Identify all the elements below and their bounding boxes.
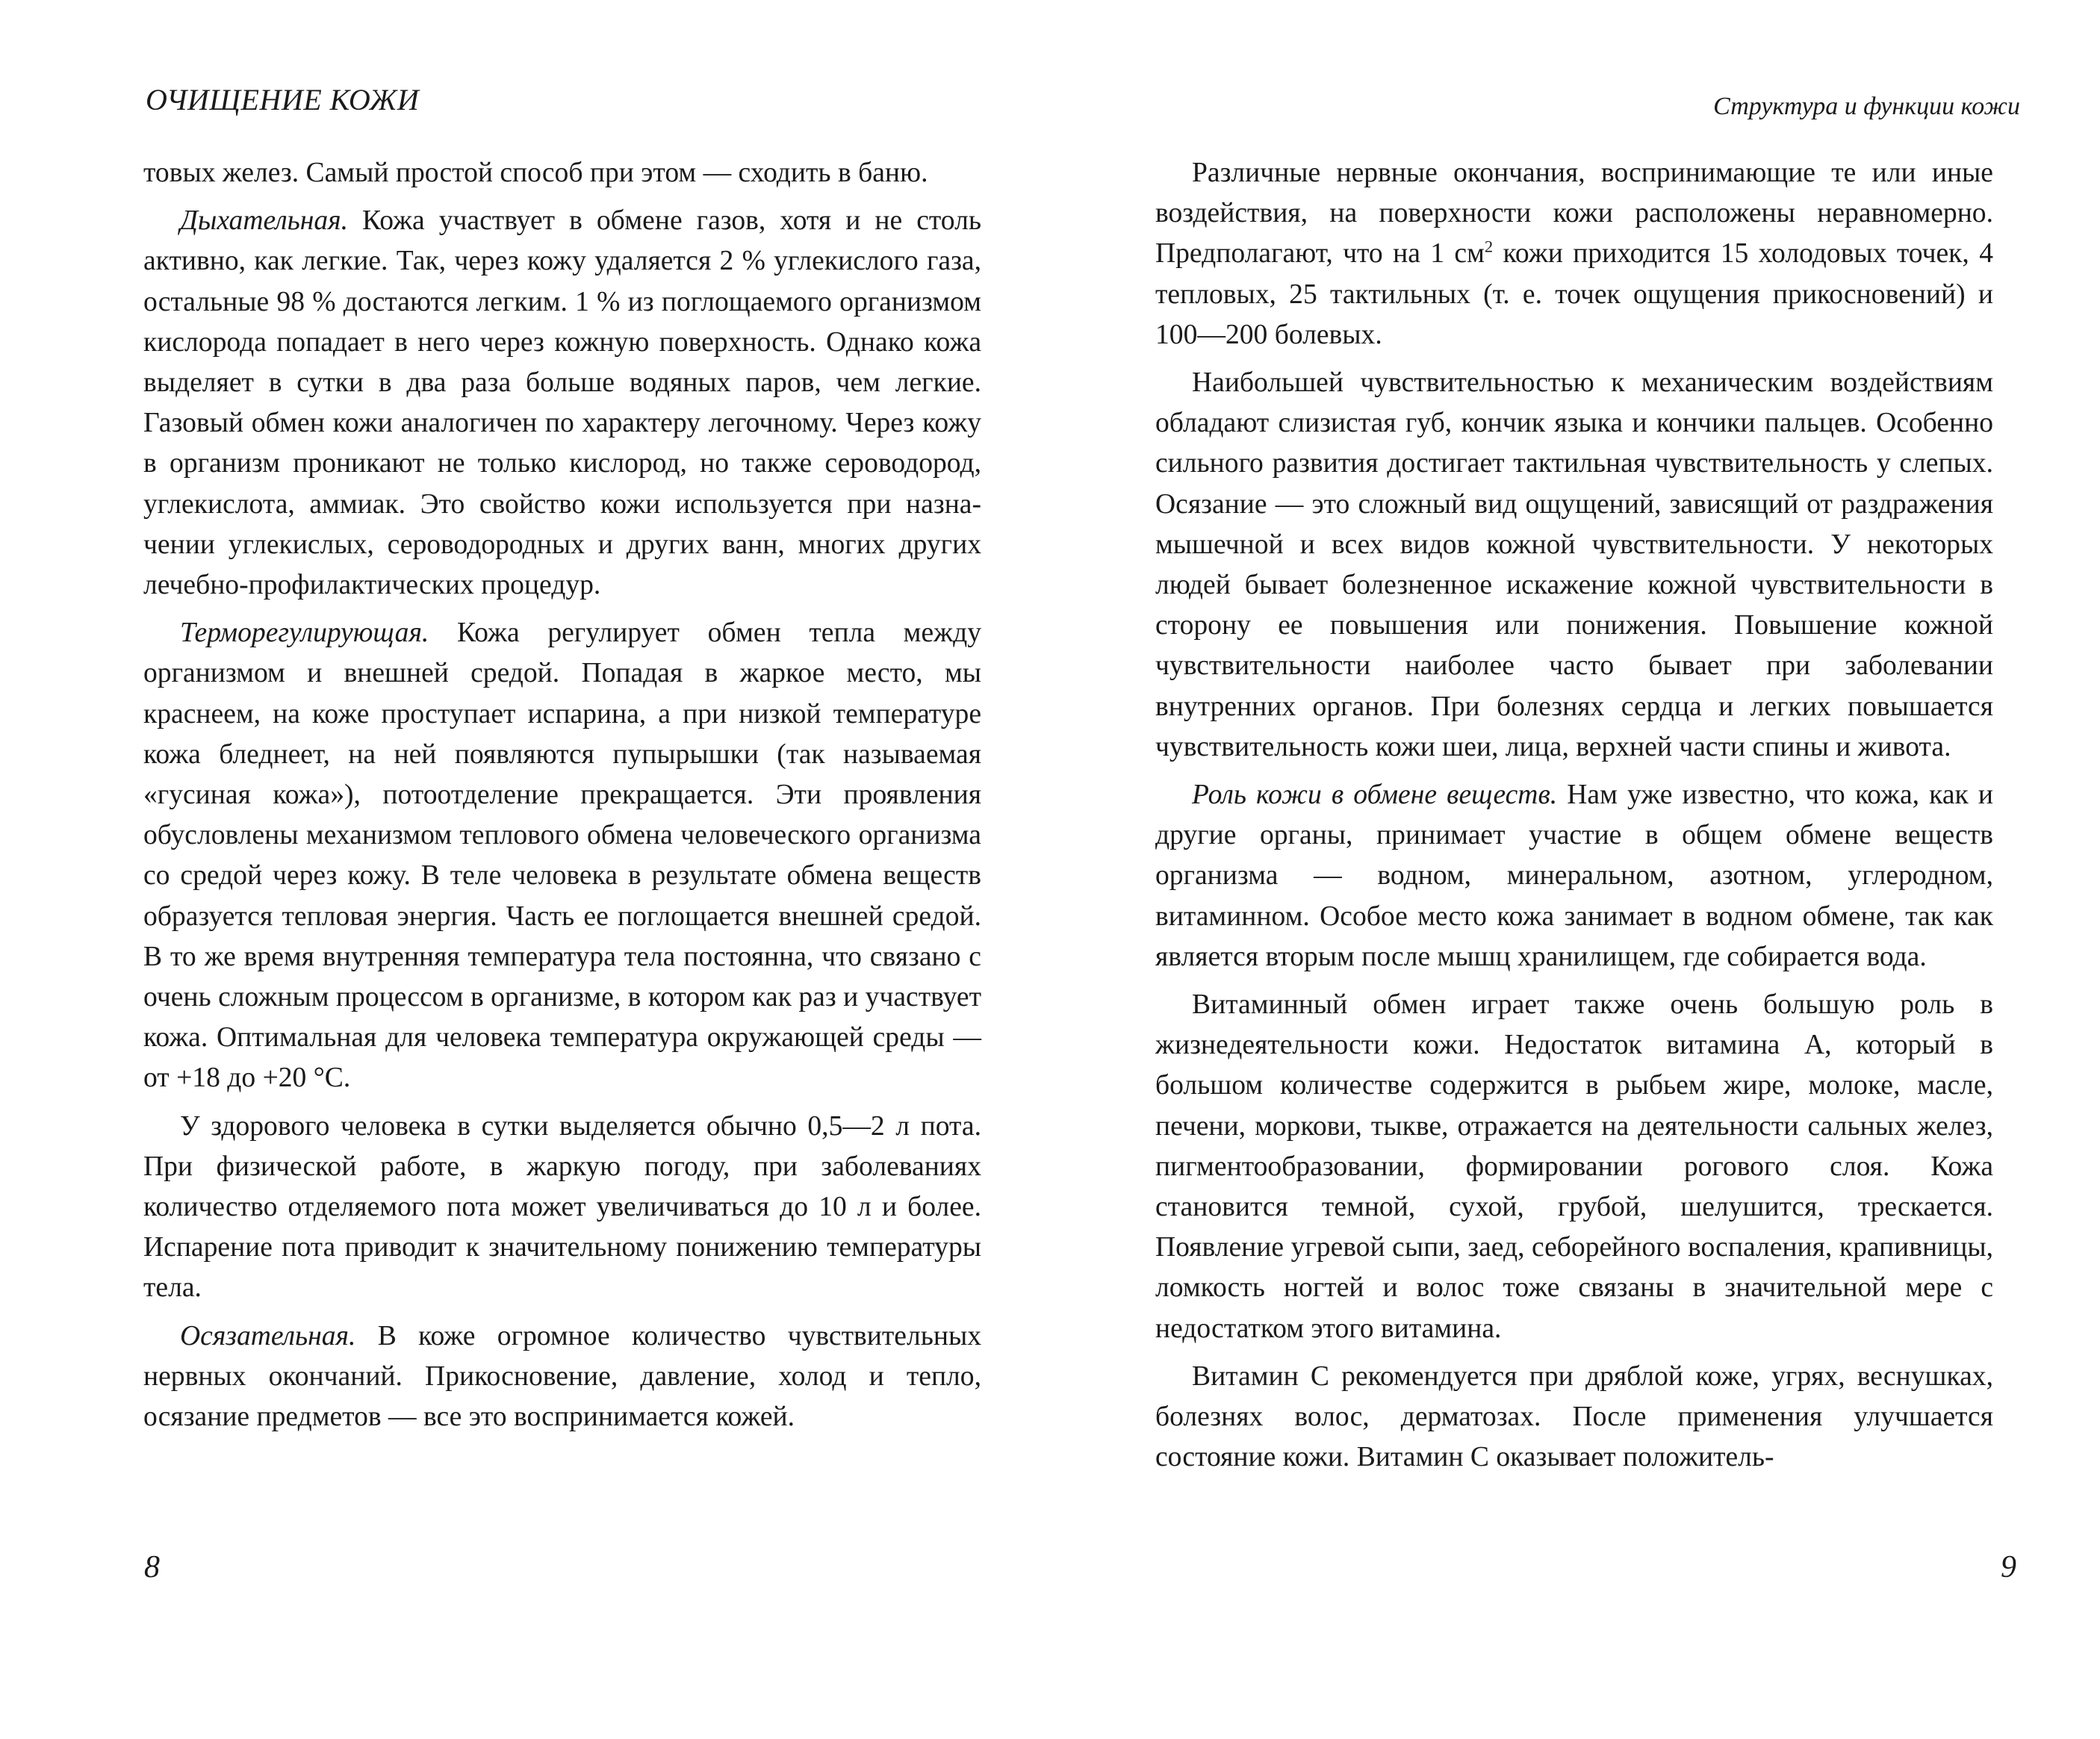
paragraph — [143, 201, 981, 606]
paragraph — [143, 1107, 981, 1309]
paragraph-text: Наибольшей чувствительностью к механическим воздействиям обладают слизистая губ, кончик языка и кончики пальцев. Особенно сильного развития достигает тактильная чувствительность у слепых. Осязание — это сложный вид ощущений, зависящий от раздражения мышечной и всех видов кожной чувствительности. У некоторых людей бывает болезненное искажение кожной чувствительности в сторону ее повышения или понижения. Повышение кожной чувствительности наиболее часто бывает при заболевании внутренних органов. При болезнях сердца и легких повышается чувствительность кожи шеи, лица, верхней части спины и живота. — [1155, 367, 1993, 762]
paragraph-lead: Осязательная. — [180, 1320, 356, 1351]
running-head-right: Структура и функции кожи — [1713, 93, 2020, 120]
paragraph — [1155, 153, 1993, 355]
paragraph-text: Нам уже известно, что кожа, как и другие органы, принимает участие в общем обмене веществ организма — водном, минеральном, азотном, углеродном, витаминном. Особое место кожа занимает в водном обмене, так как является вторым после мышц хранилищем, где собирается вода. — [1155, 780, 1994, 972]
paragraph-lead: Терморегулирующая. — [180, 617, 429, 649]
paragraph-text: Витаминный обмен играет также очень большую роль в жизнедеятельности кожи. Недостаток витамина А, который в большом количестве содержится в рыбьем жире, молоке, масле, печени, моркови, тыкве, отражается на деятельности сальных желез, пигментообразовании, формировании рогового слоя. Кожа становится темной, сухой, грубой, шелушится, трескается. Появление угревой сыпи, заед, себорейного воспаления, крапивницы, ломкость ногтей и волос тоже связаны в значительной мере с недостатком этого витамина. — [1155, 989, 1993, 1344]
paragraph — [143, 153, 981, 193]
right-text-block — [1155, 153, 1993, 1486]
paragraph-lead: Роль кожи в обмене веществ. — [1192, 780, 1558, 811]
superscript: 2 — [1484, 237, 1494, 256]
right-page — [1050, 0, 2100, 1739]
paragraph — [1155, 985, 1993, 1349]
left-text-block — [143, 153, 981, 1445]
paragraph-text: В коже огромное количество чувствительных нервных окончаний. Прикосновение, давление, холод и тепло, осязание предметов — все это воспринимается кожей. — [143, 1320, 981, 1433]
paragraph-text: У здорового человека в сутки выделяется обычно 0,5—2 л пота. При физической работе, в жаркую погоду, при заболеваниях количество отделяемого пота может увеличиваться до 10 л и более. Испарение пота приводит к значительному понижению температуры тела. — [143, 1110, 981, 1304]
paragraph-text: Кожа регулирует обмен тепла между организмом и внешней средой. Попадая в жаркое место, мы краснеем, на коже проступает испарина, а при низкой температуре кожа бледнеет, на ней появляются пупырышки (так называемая «гусиная кожа»), потоотделение прекращается. Эти проявления обусловлены механизмом теплового обмена человеческого организма со средой через кожу. В теле человека в результате обмена веществ образуется тепловая энергия. Часть ее поглощается внешней средой. В то же время внутренняя температура тела постоянна, что связано с очень сложным процессом в организме, в котором как раз и участвует кожа. Оптимальная для человека температура окружающей среды — от +18 до +20 °С. — [143, 617, 981, 1094]
paragraph-lead: Дыхательная. — [180, 205, 348, 237]
page-number-right: 9 — [2001, 1550, 2016, 1584]
paragraph-text: кожи приходится 15 холодовых точек, 4 тепловых, 25 тактильных (т. е. точек ощущения прикосновений) и 100—200 болевых. — [1155, 238, 1993, 350]
paragraph — [143, 1316, 981, 1438]
page-number-left: 8 — [144, 1550, 160, 1584]
paragraph-text: Витамин С рекомендуется при дряблой коже, угрях, веснушках, болезнях волос, дерматозах. После применения улучшается состояние кожи. Витамин С оказывает положитель- — [1155, 1360, 1993, 1473]
paragraph-text: Кожа участвует в обмене газов, хотя и не столь активно, как легкие. Так, через кожу удаляется 2 % углекислого газа, остальные 98 % достаются легким. 1 % из поглощаемого организмом кислорода попадает в него через кожную поверхность. Однако кожа выделяет в сутки в два раза больше водяных паров, чем легкие. Газовый обмен кожи аналогичен по характеру легочному. Через кожу в организм проникают не только кислород, но также сероводород, углекислота, аммиак. Это свойство кожи используется при назначении углекислых, сероводородных и других ванн, многих других лечебно-профилактических процедур. — [143, 205, 981, 601]
paragraph — [1155, 363, 1993, 768]
paragraph-text: Различные нервные окончания, воспринимающие те или иные воздействия, на поверхности кожи расположены неравномерно. Предполагают, что на 1 см — [1155, 158, 1993, 270]
running-head-left: ОЧИЩЕНИЕ КОЖИ — [146, 83, 420, 116]
paragraph — [1155, 775, 1993, 977]
paragraph-text: товых желез. Самый простой способ при этом — сходить в баню. — [143, 158, 928, 188]
paragraph — [143, 613, 981, 1098]
paragraph — [1155, 1357, 1993, 1478]
